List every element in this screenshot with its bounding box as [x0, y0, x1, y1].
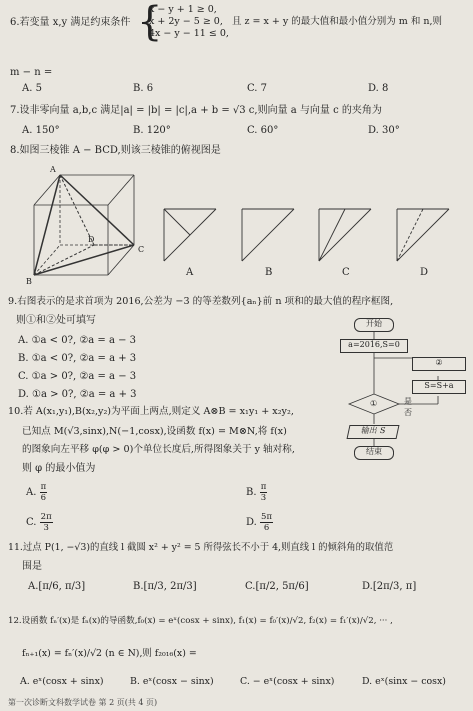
q11-line1: 11.过点 P(1, −√3)的直线 l 截圆 x² + y² = 5 所得弦长不小于 4,则直线 l 的倾斜角的取值范: [8, 542, 394, 553]
cube-label-c: C: [138, 245, 145, 254]
q8-option-d-view: [393, 205, 453, 265]
cube-label-a: A: [50, 165, 56, 174]
q8-option-b-view: [238, 205, 298, 265]
cube-label-b: B: [26, 277, 32, 286]
q8-option-a-label: A: [186, 267, 194, 278]
q12-option-a: A. eˣ(cosx + sinx): [20, 676, 104, 687]
q12-option-b: B. eˣ(cosx − sinx): [130, 676, 214, 687]
cube-label-d: D: [88, 235, 95, 244]
q9-line1: 9.右图表示的是求首项为 2016,公差为 −3 的等差数列{aₙ}前 n 项和的最大值的程序框图,: [8, 296, 394, 307]
q6-constraint-3: 4x − y − 11 ≤ 0,: [149, 28, 229, 39]
q10-option-c: C. $\frac{2\pi}{3}$: [26, 512, 52, 533]
q8-cube-figure: [22, 160, 162, 288]
q10-option-d: D. $\frac{5\pi}{6}$: [246, 512, 273, 533]
q9-option-c: C. ①a > 0?, ②a = a − 3: [18, 371, 137, 382]
q12-option-d: D. eˣ(sinx − cosx): [362, 676, 446, 687]
q6-constraint-2: x + 2y − 5 ≥ 0,: [149, 16, 223, 27]
q12-line2: fₙ₊₁(x) = fₙ′(x)/√2 (n ∈ N),则 f₂₀₁₆(x) =: [22, 648, 197, 659]
q9-option-b: B. ①a < 0?, ②a = a + 3: [18, 353, 137, 364]
q6-cont: m − n =: [10, 67, 53, 78]
q11-line2: 围是: [22, 561, 42, 572]
flow-sum: S=S+a: [412, 380, 466, 394]
q10-line1: 10.若 A(x₁,y₁),B(x₂,y₂)为平面上两点,则定义 A⊗B = x₁y₁ + x₂y₂,: [8, 406, 294, 417]
q6-lead: 6.若变量 x,y 满足约束条件: [10, 17, 131, 28]
q9-option-d: D. ①a > 0?, ②a = a + 3: [18, 389, 137, 400]
q11-option-a: A.[π/6, π/3]: [28, 581, 86, 592]
flow-cond: ①: [370, 399, 378, 408]
q8-option-c-label: C: [342, 267, 350, 278]
q7-option-b: B. 120°: [133, 125, 171, 136]
q10-line4: 则 φ 的最小值为: [22, 463, 96, 474]
q11-option-c: C.[π/2, 5π/6]: [245, 581, 309, 592]
q10-option-b: B. $\frac{\pi}{3}$: [246, 482, 267, 503]
q8-option-b-label: B: [265, 267, 273, 278]
q6-constraints: [149, 4, 229, 40]
flow-init: a=2016,S=0: [340, 339, 408, 353]
q9-line2: 则①和②处可填写: [16, 315, 96, 326]
q6-constraint-1: x − y + 1 ≥ 0,: [149, 4, 217, 15]
q6-option-d: D. 8: [368, 83, 389, 94]
q6-option-c: C. 7: [247, 83, 268, 94]
q6-brace: {: [137, 0, 163, 45]
q7-option-a: A. 150°: [22, 125, 60, 136]
q8-option-d-label: D: [420, 267, 429, 278]
flow-end: 结束: [354, 446, 394, 460]
flow-output: 输出 S: [347, 425, 400, 439]
q7-option-c: C. 60°: [247, 125, 279, 136]
q10-option-a: A. $\frac{\pi}{6}$: [26, 482, 47, 503]
q12-option-c: C. − eˣ(cosx + sinx): [240, 676, 335, 687]
q6-option-a: A. 5: [22, 83, 42, 94]
q10-line2: 已知点 M(√3,sinx),N(−1,cosx),设函数 f(x) = M⊗N,将 f(x): [22, 426, 287, 437]
q11-option-d: D.[2π/3, π]: [362, 581, 417, 592]
q8-option-c-view: [315, 205, 375, 265]
page-footer: 第一次诊断文科数学试卷 第 2 页(共 4 页): [8, 698, 158, 707]
q10-line3: 的图象向左平移 φ(φ > 0)个单位长度后,所得图象关于 y 轴对称,: [22, 444, 295, 455]
q9-option-a: A. ①a < 0?, ②a = a − 3: [18, 335, 137, 346]
q8-option-a-view: [160, 205, 220, 265]
q12-line1: 12.设函数 fₙ′(x)是 fₙ(x)的导函数,f₀(x) = eˣ(cosx + sinx), f₁(x) = f₀′(x)/√2, f₂(x) = f₁′(x)/√2, ··· ,: [8, 616, 393, 626]
q8-text: 8.如图三棱锥 A − BCD,则该三棱锥的俯视图是: [10, 145, 221, 156]
q6-option-b: B. 6: [133, 83, 154, 94]
q7-text: 7.设非零向量 a,b,c 满足|a| = |b| = |c|,a + b = √3 c,则向量 a 与向量 c 的夹角为: [10, 105, 382, 116]
q6-tail: 且 z = x + y 的最大值和最小值分别为 m 和 n,则: [232, 16, 442, 27]
flow-start: 开始: [354, 318, 394, 332]
q11-option-b: B.[π/3, 2π/3]: [133, 581, 197, 592]
flow-yes: 是: [404, 397, 412, 406]
flow-no: 否: [404, 408, 412, 417]
q7-option-d: D. 30°: [368, 125, 400, 136]
flow-step-2: ②: [412, 357, 466, 371]
